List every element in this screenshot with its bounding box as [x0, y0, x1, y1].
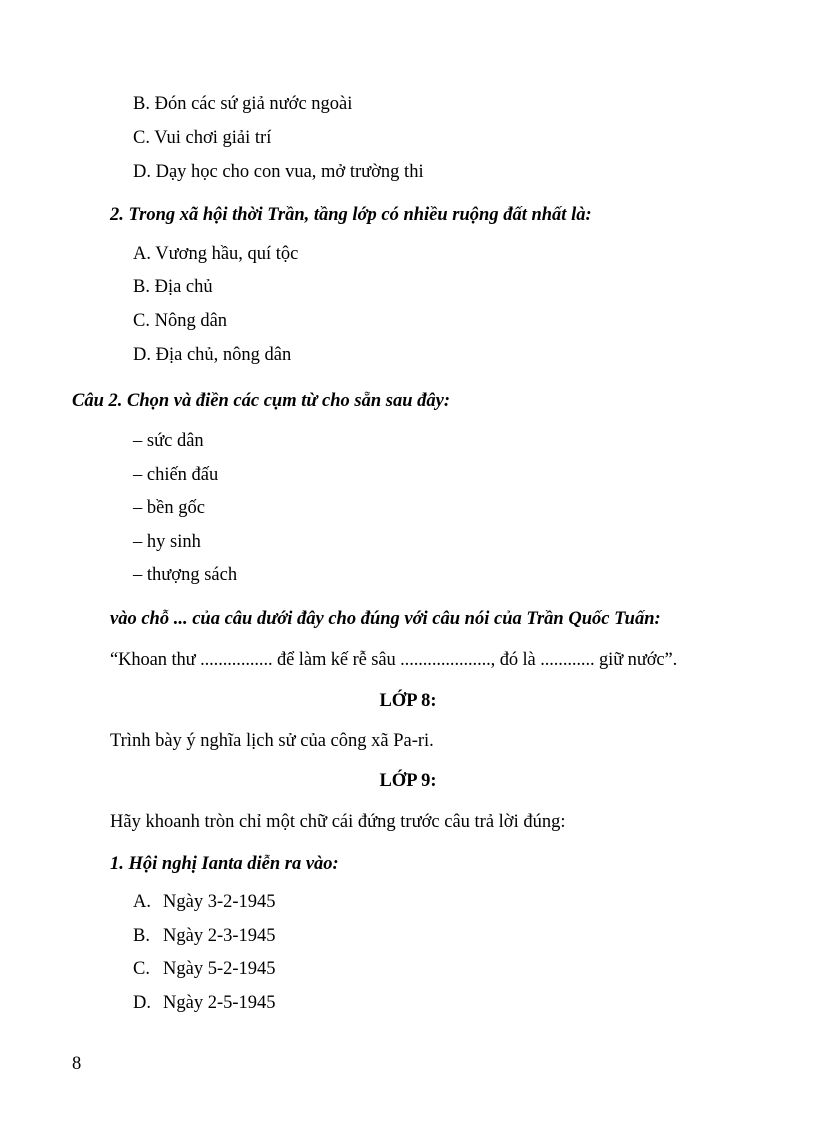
cau-2-title: Câu 2. Chọn và điền các cụm từ cho sẵn sau đây: [72, 391, 451, 411]
phrase-item: – bền gốc [133, 498, 205, 518]
option-letter: C. [133, 959, 150, 979]
option-letter: B. [133, 926, 150, 946]
lop-9-question-1-title: 1. Hội nghị Ianta diễn ra vào: [110, 854, 339, 874]
option-d-text: D. Dạy học cho con vua, mở trường thi [133, 162, 424, 182]
q2-option-b: B. Địa chủ [133, 277, 213, 297]
lop-8-question: Trình bày ý nghĩa lịch sử của công xã Pa-ri. [110, 731, 434, 751]
option-letter: A. [133, 892, 151, 912]
option-text: Ngày 2-3-1945 [163, 926, 276, 946]
option-c-text: C. Vui chơi giải trí [133, 128, 272, 148]
q2-option-a: A. Vương hầu, quí tộc [133, 244, 299, 264]
question-2-title: 2. Trong xã hội thời Trần, tầng lớp có nhiều ruộng đất nhất là: [110, 205, 592, 225]
option-text: Ngày 3-2-1945 [163, 892, 276, 912]
q2-option-c: C. Nông dân [133, 311, 228, 331]
lop-9-heading: LỚP 9: [379, 771, 437, 791]
option-text: Ngày 2-5-1945 [163, 993, 276, 1013]
lop-9-instruction: Hãy khoanh tròn chỉ một chữ cái đứng trước câu trả lời đúng: [110, 812, 566, 832]
option-b-text: B. Đón các sứ giả nước ngoài [133, 94, 353, 114]
option-letter: D. [133, 993, 151, 1013]
lop-9-option-c [133, 958, 276, 980]
fill-quote: “Khoan thư ................ để làm kế rễ sâu ...................., đó là ............ giữ nước”. [110, 650, 678, 670]
fill-instruction: vào chỗ ... của câu dưới đây cho đúng với câu nói của Trần Quốc Tuấn: [110, 609, 661, 629]
phrase-item: – sức dân [133, 431, 204, 451]
phrase-item: – thượng sách [133, 565, 238, 585]
phrase-item: – hy sinh [133, 532, 201, 552]
lop-9-option-a [133, 891, 276, 913]
phrase-item: – chiến đấu [133, 465, 219, 485]
lop-8-heading: LỚP 8: [379, 691, 437, 711]
page-number: 8 [72, 1054, 82, 1074]
lop-9-option-b [133, 925, 276, 947]
lop-9-option-d [133, 992, 276, 1014]
option-text: Ngày 5-2-1945 [163, 959, 276, 979]
q2-option-d: D. Địa chủ, nông dân [133, 345, 292, 365]
